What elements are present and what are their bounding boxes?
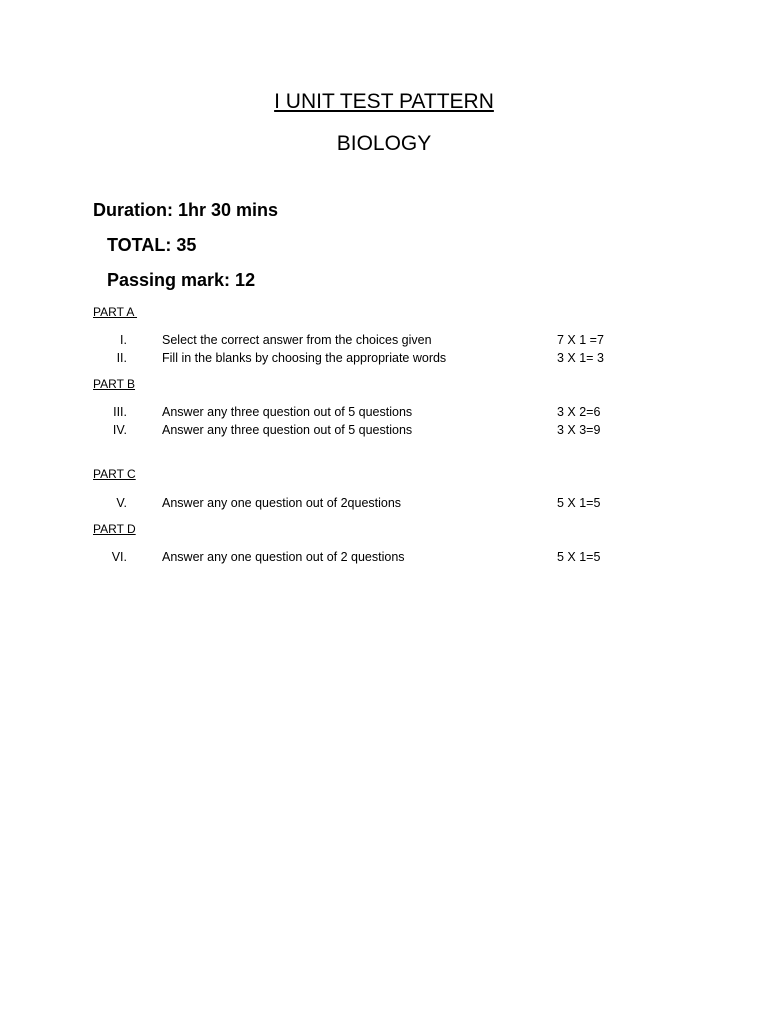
item-text: Answer any one question out of 2questions [162,496,402,510]
item-marks: 5 X 1=5 [557,550,601,564]
item-marks: 3 X 1= 3 [557,351,604,365]
item-number: V. [116,496,127,510]
part-c-heading: PART C [93,467,136,481]
total-marks-text: TOTAL: 35 [107,235,197,255]
list-item [0,403,768,421]
document-title-text: I UNIT TEST PATTERN [274,90,494,113]
document-title [0,89,768,115]
item-number: VI. [111,550,127,564]
item-marks: 3 X 2=6 [557,405,601,419]
item-text: Answer any three question out of 5 questions [162,423,413,437]
subject-title: BIOLOGY [336,132,432,155]
item-text: Select the correct answer from the choices given [162,333,432,347]
list-item [0,349,768,367]
part-b-heading: PART B [93,377,136,391]
list-item [0,494,768,512]
list-item [0,421,768,439]
item-number: III. [113,405,127,419]
list-item [0,548,768,566]
list-item [0,331,768,349]
item-text: Fill in the blanks by choosing the appropriate words [162,351,447,365]
item-marks: 3 X 3=9 [557,423,601,437]
item-text: Answer any three question out of 5 questions [162,405,413,419]
item-number: IV. [112,423,127,437]
item-text: Answer any one question out of 2 questions [162,550,405,564]
item-number: II. [116,351,127,365]
part-d-heading: PART D [93,522,136,536]
item-number: I. [120,333,127,347]
duration-text: Duration: 1hr 30 mins [93,200,279,220]
passing-mark-text: Passing mark: 12 [107,270,256,290]
item-marks: 5 X 1=5 [557,496,601,510]
part-a-heading: PART A [93,305,138,319]
item-marks: 7 X 1 =7 [557,333,604,347]
